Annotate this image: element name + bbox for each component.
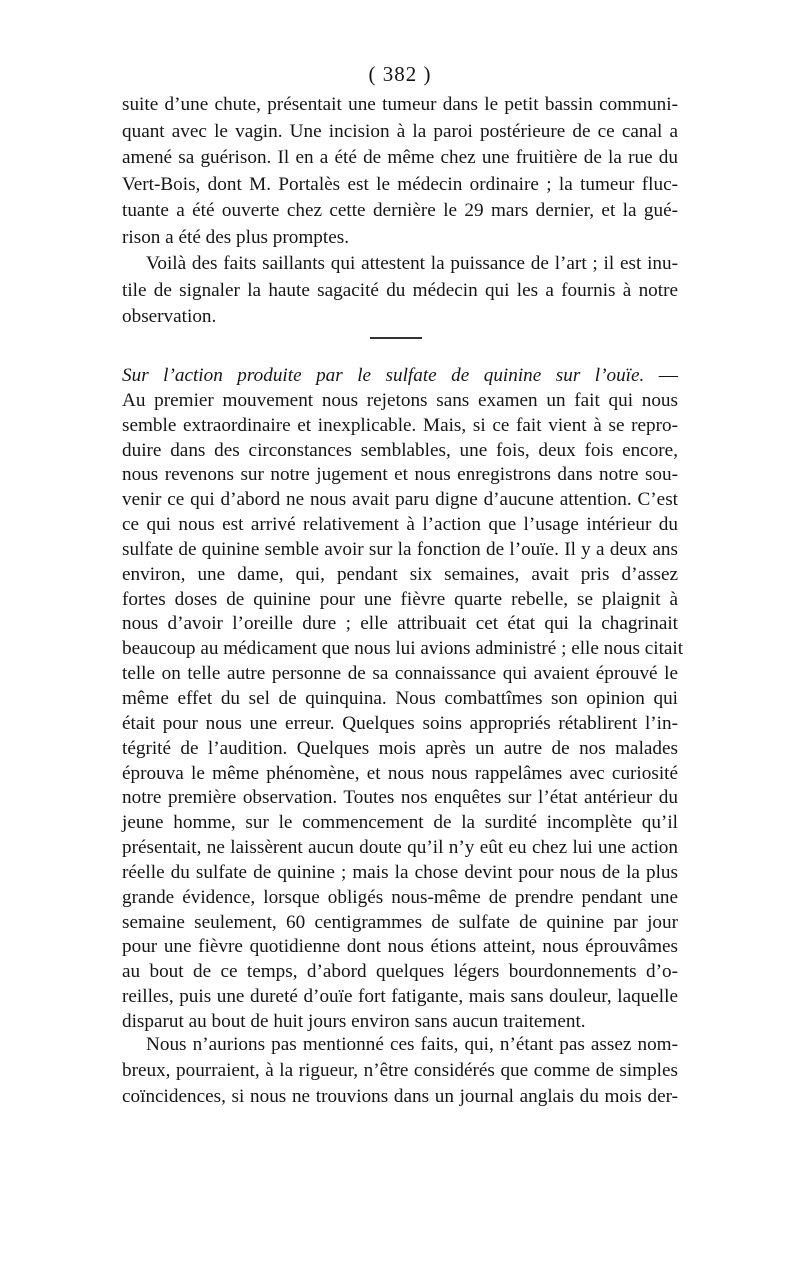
- text-line: tégrité de l’audition. Quelques mois après un autre de nos malades: [122, 737, 678, 759]
- text-line: amené sa guérison. Il en a été de même chez une fruitière de la rue du: [122, 147, 678, 168]
- text-line: duire dans des circonstances semblables, une fois, deux fois encore,: [122, 439, 678, 461]
- text-line: coïncidences, si nous ne trouvions dans un journal anglais du mois der-: [122, 1086, 678, 1107]
- section-heading-line: [122, 364, 678, 389]
- section-title-dash: —: [644, 365, 678, 386]
- text-line: nous revenons sur notre jugement et nous enregistrons dans notre sou-: [122, 464, 678, 486]
- text-line: fortes doses de quinine pour une fièvre quarte rebelle, se plaignit à: [122, 588, 678, 610]
- text-line: était pour nous une erreur. Quelques soins appropriés rétablirent l’in-: [122, 712, 678, 734]
- text-line: beaucoup au médicament que nous lui avions administré ; elle nous citait: [122, 638, 684, 660]
- text-line: rison a été des plus promptes.: [122, 226, 350, 248]
- text-line: quant avec le vagin. Une incision à la paroi postérieure de ce canal a: [122, 120, 678, 142]
- text-line: telle on telle autre personne de sa connaissance qui avaient éprouvé le: [122, 663, 678, 685]
- text-line: breux, pourraient, à la rigueur, n’être considérés que comme de simples: [122, 1060, 678, 1081]
- text-line: tuante a été ouverte chez cette dernière le 29 mars dernier, et la gué-: [122, 200, 678, 221]
- paragraph-conclusion: [122, 251, 678, 331]
- text-line: semble extraordinaire et inexplicable. Mais, si ce fait vient à se repro-: [122, 414, 678, 436]
- page-number: ( 382 ): [368, 62, 432, 86]
- text-line: tile de signaler la haute sagacité du médecin qui les a fournis à notre: [122, 279, 678, 301]
- text-line: nous d’avoir l’oreille dure ; elle attribuait cet état qui la chagrinait: [122, 613, 678, 635]
- text-line: reilles, puis une dureté d’ouïe fort fatigante, mais sans douleur, laquelle: [122, 986, 678, 1008]
- paragraph-final: [122, 1032, 678, 1110]
- text-line: Vert-Bois, dont M. Portalès est le médecin ordinaire ; la tumeur fluc-: [122, 173, 678, 195]
- section-quinine-hearing: [122, 364, 684, 1035]
- text-line: sulfate de quinine semble avoir sur la fonction de l’ouïe. Il y a deux ans: [122, 538, 678, 560]
- text-line: notre première observation. Toutes nos enquêtes sur l’état antérieur du: [122, 787, 678, 809]
- text-line: pour une fièvre quotidienne dont nous étions atteint, nous éprouvâmes: [122, 936, 678, 958]
- text-line: éprouva le même phénomène, et nous nous rappelâmes avec curiosité: [122, 762, 678, 784]
- text-line: jeune homme, sur le commencement de la surdité incomplète qu’il: [122, 812, 678, 834]
- text-line: Nous n’aurions pas mentionné ces faits, qui, n’étant pas assez nom-: [146, 1034, 678, 1055]
- text-line: environ, une dame, qui, pendant six semaines, avait pris d’assez: [122, 563, 678, 585]
- text-line: observation.: [122, 306, 217, 327]
- text-line: même effet du sel de quinquina. Nous combattîmes son opinion qui: [122, 687, 678, 709]
- text-line: au bout de ce temps, d’abord quelques légers bourdonnements d’o-: [122, 961, 678, 983]
- text-line: semaine seulement, 60 centigrammes de sulfate de quinine par jour: [122, 911, 678, 933]
- text-line: présentait, ne laissèrent aucun doute qu’il n’y eût eu chez lui une action: [122, 837, 678, 859]
- text-line: grande évidence, lorsque obligés nous-même de prendre pendant une: [122, 886, 678, 908]
- section-divider: [370, 337, 422, 339]
- page-text-top: [122, 92, 678, 331]
- text-line: réelle du sulfate de quinine ; mais la chose devint pour nous de la plus: [122, 861, 678, 883]
- text-line: ce qui nous est arrivé relativement à l’action que l’usage intérieur du: [122, 514, 678, 536]
- text-line: disparut au bout de huit jours environ sans aucun traitement.: [122, 1010, 586, 1032]
- section-title: Sur l’action produite par le sulfate de quinine sur l’ouïe.: [122, 365, 645, 386]
- text-line: Voilà des faits saillants qui attestent la puissance de l’art ; il est inu-: [146, 253, 678, 274]
- paragraph-case-report: [122, 92, 678, 251]
- text-line: Au premier mouvement nous rejetons sans examen un fait qui nous: [122, 389, 678, 411]
- text-line: venir ce qui d’abord ne nous avait paru digne d’aucune attention. C’est: [122, 489, 678, 511]
- text-line: suite d’une chute, présentait une tumeur dans le petit bassin communi-: [122, 94, 678, 115]
